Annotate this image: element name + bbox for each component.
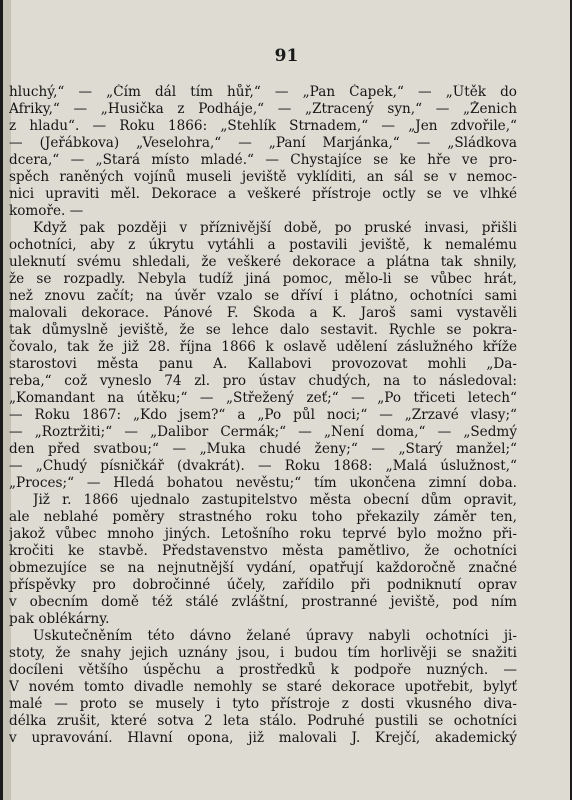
text-line: docíleni většího úspěchu a prostředků k podpoře nuzných. — (9, 662, 517, 678)
text-line: čovalo, tak že již 28. října 1866 k oslavě udělení záslužného kříže (9, 339, 517, 355)
text-line: Když pak později v příznivější době, po pruské invasi, přišli (33, 220, 517, 236)
text-line: hluchý,“ — „Čím dál tím hůř,“ — „Pan Čapek,“ — „Útěk do (9, 84, 517, 100)
text-line: příspěvky pro dobročinné účely, zařídilo při podniknutí oprav (9, 577, 517, 593)
text-line: stoty, že snahy jejich uznány jsou, i budou tím horlivěji se snažiti (9, 645, 517, 661)
text-line: komoře. — (9, 203, 84, 219)
text-line: „Proces;“ — Hledá bohatou nevěstu;“ tím ukončena zimní doba. (9, 475, 517, 491)
text-line: obmezujíce se na nejnutnější vydání, opatřují každoročně značné (9, 560, 517, 576)
text-line: nici upraviti měl. Dekorace a veškeré přístroje octly se ve vlhké (9, 186, 517, 202)
text-line: pak oblékárny. (9, 611, 110, 627)
text-line: starostovi města panu A. Kallabovi provozovat mohli „Da- (9, 356, 517, 372)
text-line: — „Roztržiti;“ — „Dalibor Cermák;“ — „Není doma,“ — „Sedmý (9, 424, 517, 440)
page-number: 91 (274, 46, 299, 66)
text-line: Již r. 1866 ujednalo zastupitelstvo města obecní dům opravit, (33, 492, 517, 508)
text-line: — „Chudý písničkář (dvakrát). — Roku 1868: „Malá úslužnost,“ (9, 458, 517, 474)
text-line: den před svatbou;“ — „Muka chudé ženy;“ — „Starý manžel;“ (9, 441, 517, 457)
text-line: — Roku 1867: „Kdo jsem?“ a „Po půl noci;“ — „Zrzavé vlasy;“ (9, 407, 517, 423)
text-line: ale neblahé poměry strastného roku toho překazily záměr ten, (9, 509, 517, 525)
text-line: malovali dekorace. Pánové F. Škoda a K. Jaroš sami vystavěli (9, 305, 517, 321)
text-line: uleknutí svému shledali, že veškeré dekorace a plátna tak shnily, (9, 254, 517, 270)
text-line: kročiti ke stavbě. Představenstvo města pamětlivo, že ochotníci (9, 543, 517, 559)
text-line: že se rozpadly. Nebyla tudíž jiná pomoc, mělo-li se vůbec hrát, (9, 271, 517, 287)
text-line: spěch raněných vojínů museli jeviště vyklíditi, an sál se v nemoc- (9, 169, 517, 185)
text-line: reba,“ což vyneslo 74 zl. pro ústav chudých, na to následoval: (9, 373, 517, 389)
text-line: z hladu“. — Roku 1866: „Stehlík Strnadem,“ — „Jen zdvořile,“ (9, 118, 517, 134)
text-line: než znovu začít; na úvěr vzalo se dříví i plátno, ochotníci sami (9, 288, 517, 304)
book-page (3, 0, 570, 800)
text-line: jakož vůbec mnoho jiných. Letošního roku teprvé bylo možno při- (9, 526, 517, 542)
text-line: Afriky,“ — „Husička z Podháje,“ — „Ztracený syn,“ — „Ženich (9, 101, 517, 117)
text-line: v obecním domě též stálé zvláštní, prostranné jeviště, pod ním (9, 594, 517, 610)
text-line: — (Jeřábkova) „Veselohra,“ — „Paní Marjánka,“ — „Sládkova (9, 135, 517, 151)
text-line: Uskutečněním této dávno želané úpravy nabyli ochotníci ji- (33, 628, 517, 644)
text-line: dcera,“ — „Stará místo mladé.“ — Chystajíce se ke hře ve pro- (9, 152, 517, 168)
text-line: délka zrušit, které sotva 2 leta stálo. Podruhé pustili se ochotníci (9, 713, 517, 729)
text-line: malé — proto se musely i tyto přístroje z dosti vkusného diva- (9, 696, 517, 712)
text-line: „Komandant na útěku;“ — „Střežený zeť;“ — „Po třiceti letech“ (9, 390, 517, 406)
text-line: V novém tomto divadle nemohly se staré dekorace upotřebit, bylyť (9, 679, 517, 695)
text-line: v upravování. Hlavní opona, již malovali J. Krejčí, akademický (9, 730, 517, 746)
text-line: tak důmyslně jeviště, že se lehce dalo sestavit. Rychle se pokra- (9, 322, 517, 338)
text-line: ochotníci, aby z úkrytu vytáhli a postavili jeviště, k nemalému (9, 237, 517, 253)
